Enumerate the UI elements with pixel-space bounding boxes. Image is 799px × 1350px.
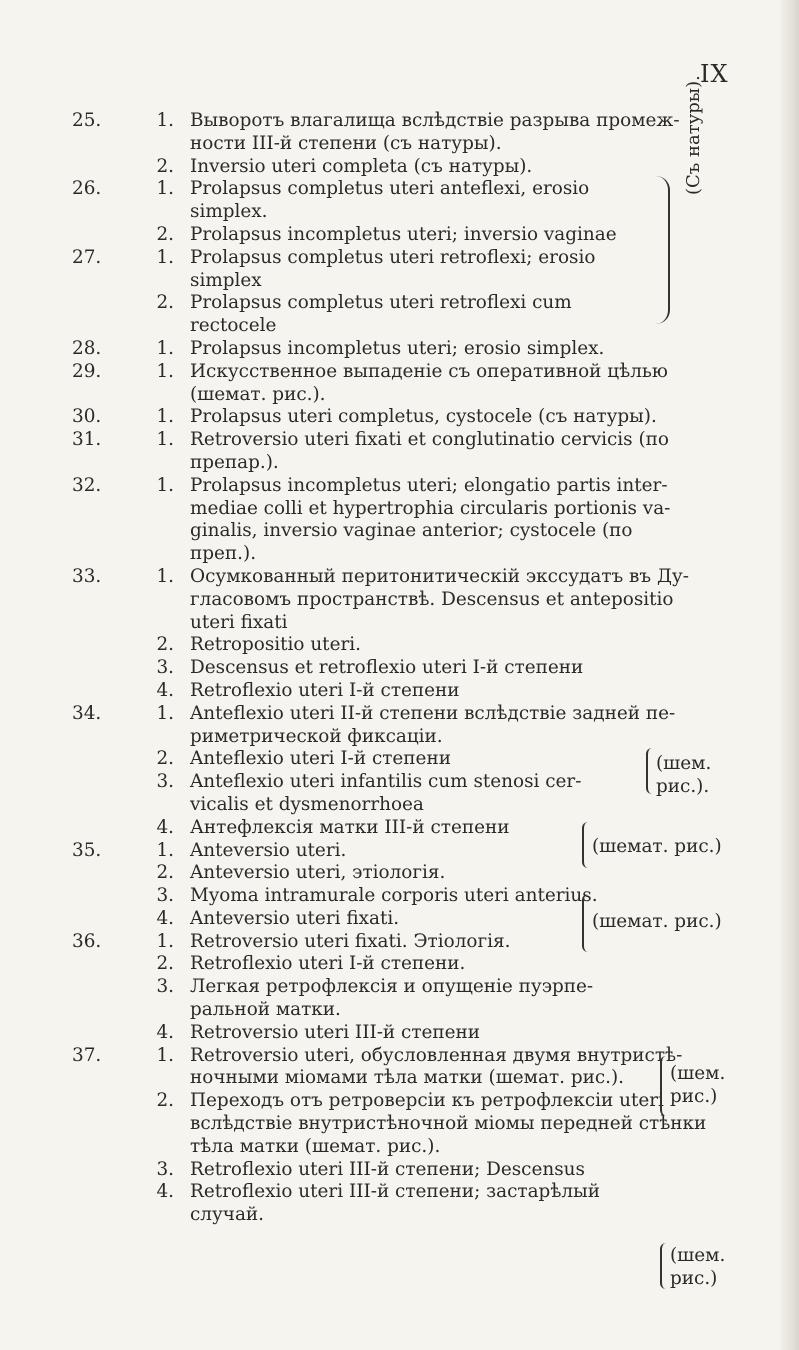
item-number: 4. (156, 1021, 174, 1043)
list-item (0, 703, 760, 726)
item-text: simplex (190, 269, 262, 291)
brace-33 (646, 748, 654, 794)
list-item (0, 1045, 760, 1068)
item-text: Anteflexio uteri infantilis cum stenosi cer- (190, 771, 582, 793)
list-item (0, 498, 760, 521)
note-34a: (шемат. рис.) (592, 836, 722, 857)
list-item (0, 1022, 760, 1045)
item-text: Осумкованный перитонитическій экссудатъ въ Ду- (190, 565, 689, 587)
list-item (0, 589, 760, 612)
item-text: Retroflexio uteri I-й степени (190, 679, 460, 701)
list-item (0, 794, 760, 817)
item-number: 4. (156, 1181, 174, 1203)
item-number: 2. (156, 292, 174, 314)
list-item (0, 612, 760, 635)
list-item (0, 1067, 760, 1090)
item-number: 1. (156, 337, 174, 359)
item-text: вслѣдствіе внутристѣночной міомы передней стѣнки (190, 1113, 707, 1135)
item-text: Inversio uteri completa (съ натуры). (190, 155, 533, 177)
section-number: 29. (72, 360, 102, 382)
list-item (0, 566, 760, 589)
list-item (0, 110, 760, 133)
item-text: vicalis et dysmenorrhoea (190, 793, 424, 815)
list-item (0, 1204, 760, 1227)
list-item (0, 1090, 760, 1113)
item-text: Anteflexio uteri I-й степени (190, 748, 451, 770)
item-text: Retroversio uteri fixati. Этіологія. (190, 930, 511, 952)
item-number: 1. (156, 930, 174, 952)
item-text: препар.). (190, 451, 279, 473)
item-text: Retroflexio uteri I-й степени. (190, 953, 466, 975)
page-edge-shadow (781, 0, 799, 1350)
item-text: Anteflexio uteri II-й степени вслѣдствіе задней пе- (190, 702, 676, 724)
item-text: Легкая ретрофлексія и опущеніе пуэрпе- (190, 976, 594, 998)
list-item (0, 133, 760, 156)
list-item (0, 520, 760, 543)
section-number: 27. (72, 246, 102, 268)
section-number: 31. (72, 429, 102, 451)
item-text: Prolapsus incompletus uteri; elongatio partis inter- (190, 474, 668, 496)
list-item (0, 634, 760, 657)
item-text: Retroversio uteri, обусловленная двумя внутристѣ- (190, 1044, 683, 1066)
brace-36 (660, 1056, 668, 1116)
item-text: uteri fixati (190, 611, 288, 633)
note-34b: (шемат. рис.) (592, 911, 722, 932)
item-text: случай. (190, 1204, 265, 1226)
list-item (0, 1159, 760, 1182)
item-number: 2. (156, 1090, 174, 1112)
item-number: 2. (156, 155, 174, 177)
item-number: 1. (156, 110, 174, 131)
item-text: ночными міомами тѣла матки (шемат. рис.). (190, 1067, 625, 1089)
list-item (0, 201, 760, 224)
item-text: Retroversio uteri fixati et conglutinatio cervicis (по (190, 429, 669, 451)
note-33-line1: (шем. (656, 753, 712, 774)
item-text: преп.). (190, 543, 257, 565)
item-text: Retroversio uteri III-й степени (190, 1021, 481, 1043)
item-text: ральной матки. (190, 999, 341, 1021)
item-text: Anteversio uteri, этіологія. (190, 862, 446, 884)
side-label-vertical: (Съ натуры). (683, 75, 704, 195)
list-item (0, 361, 760, 384)
section-number: 33. (72, 565, 102, 587)
item-number: 1. (156, 406, 174, 428)
item-text: Anteversio uteri. (190, 839, 347, 861)
note-36-line1: (шем. (670, 1063, 726, 1084)
brace-37 (660, 1243, 668, 1289)
item-number: 1. (156, 474, 174, 496)
item-number: 2. (156, 862, 174, 884)
note-36-line2: рис.) (670, 1086, 718, 1107)
list-item (0, 224, 760, 247)
list-item (0, 657, 760, 680)
section-number: 34. (72, 702, 102, 724)
item-text: Prolapsus completus uteri retroflexi; erosio (190, 246, 596, 268)
note-37-line1: (шем. (670, 1245, 726, 1266)
item-number: 1. (156, 178, 174, 200)
section-number: 36. (72, 930, 102, 952)
section-number: 25. (72, 110, 102, 131)
item-text: Prolapsus completus uteri retroflexi cum (190, 292, 572, 314)
section-number: 32. (72, 474, 102, 496)
section-number: 26. (72, 178, 102, 200)
list-item (0, 885, 760, 908)
list-item (0, 953, 760, 976)
list-item (0, 726, 760, 749)
brace-34a (582, 822, 590, 868)
list-item (0, 292, 760, 315)
item-text: Descensus et retroflexio uteri I-й степени (190, 657, 584, 679)
item-text: Myoma intramurale corporis uteri anterius. (190, 885, 598, 907)
list-item (0, 178, 760, 201)
item-number: 4. (156, 816, 174, 838)
item-text: Искусственное выпаденіе съ оперативной цѣлью (190, 360, 668, 382)
item-text: тѣла матки (шемат. рис.). (190, 1135, 441, 1157)
contents-list (0, 110, 760, 1227)
item-number: 3. (156, 657, 174, 679)
item-number: 2. (156, 748, 174, 770)
list-item (0, 338, 760, 361)
item-number: 2. (156, 953, 174, 975)
list-item (0, 247, 760, 270)
item-text: Anteversio uteri fixati. (190, 907, 400, 929)
item-text: ности III-й степени (съ натуры). (190, 132, 502, 154)
item-text: Retropositio uteri. (190, 634, 361, 656)
item-text: гласовомъ пространствѣ. Descensus et anteрositio (190, 588, 674, 610)
list-item (0, 315, 760, 338)
section-number: 37. (72, 1044, 102, 1066)
item-number: 4. (156, 907, 174, 929)
item-number: 2. (156, 634, 174, 656)
page-number: IX (700, 60, 729, 88)
list-item (0, 999, 760, 1022)
item-text: ginalis, inversio vaginae anterior; cystocele (по (190, 520, 633, 542)
item-number: 1. (156, 246, 174, 268)
list-item (0, 452, 760, 475)
item-text: Retroflexio uteri III-й степени; застарѣлый (190, 1181, 600, 1203)
item-number: 1. (156, 429, 174, 451)
list-item (0, 543, 760, 566)
item-text: rectocele (190, 315, 277, 337)
list-item (0, 931, 760, 954)
item-number: 2. (156, 223, 174, 245)
list-item (0, 1181, 760, 1204)
note-37-line2: рис.) (670, 1268, 718, 1289)
item-number: 3. (156, 976, 174, 998)
list-item (0, 270, 760, 293)
item-text: Антефлексія матки III-й степени (190, 816, 510, 838)
item-number: 1. (156, 360, 174, 382)
item-text: Переходъ отъ ретроверсіи къ ретрофлексіи uteri (190, 1090, 664, 1112)
list-item (0, 429, 760, 452)
item-number: 1. (156, 1044, 174, 1066)
item-number: 1. (156, 702, 174, 724)
item-number: 3. (156, 1158, 174, 1180)
item-number: 4. (156, 679, 174, 701)
item-number: 1. (156, 839, 174, 861)
list-item (0, 976, 760, 999)
list-item (0, 384, 760, 407)
item-text: Prolapsus incompletus uteri; erosio simplex. (190, 337, 605, 359)
section-number: 35. (72, 839, 102, 861)
brace-34b (582, 894, 590, 952)
list-item (0, 680, 760, 703)
item-text: Prolapsus uteri completus, cystocele (съ натуры). (190, 406, 657, 428)
list-item (0, 1113, 760, 1136)
list-item (0, 406, 760, 429)
list-item (0, 475, 760, 498)
item-text: simplex. (190, 201, 268, 223)
item-text: риметрической фиксаціи. (190, 725, 443, 747)
section-number: 30. (72, 406, 102, 428)
item-number: 3. (156, 885, 174, 907)
list-item (0, 1136, 760, 1159)
item-text: mediae colli et hypertrophia circularis portionis va- (190, 497, 671, 519)
section-number: 28. (72, 337, 102, 359)
item-text: Prolapsus incompletus uteri; inversio vaginae (190, 223, 617, 245)
item-text: Выворотъ влагалища вслѣдствіе разрыва промеж- (190, 110, 680, 131)
note-33-line2: рис.). (656, 776, 710, 797)
item-text: (шемат. рис.). (190, 383, 326, 405)
item-text: Prolapsus completus uteri anteflexi, erosio (190, 178, 590, 200)
list-item (0, 862, 760, 885)
list-item (0, 156, 760, 179)
item-text: Retroflexio uteri III-й степени; Descensus (190, 1158, 585, 1180)
item-number: 3. (156, 771, 174, 793)
item-number: 1. (156, 565, 174, 587)
